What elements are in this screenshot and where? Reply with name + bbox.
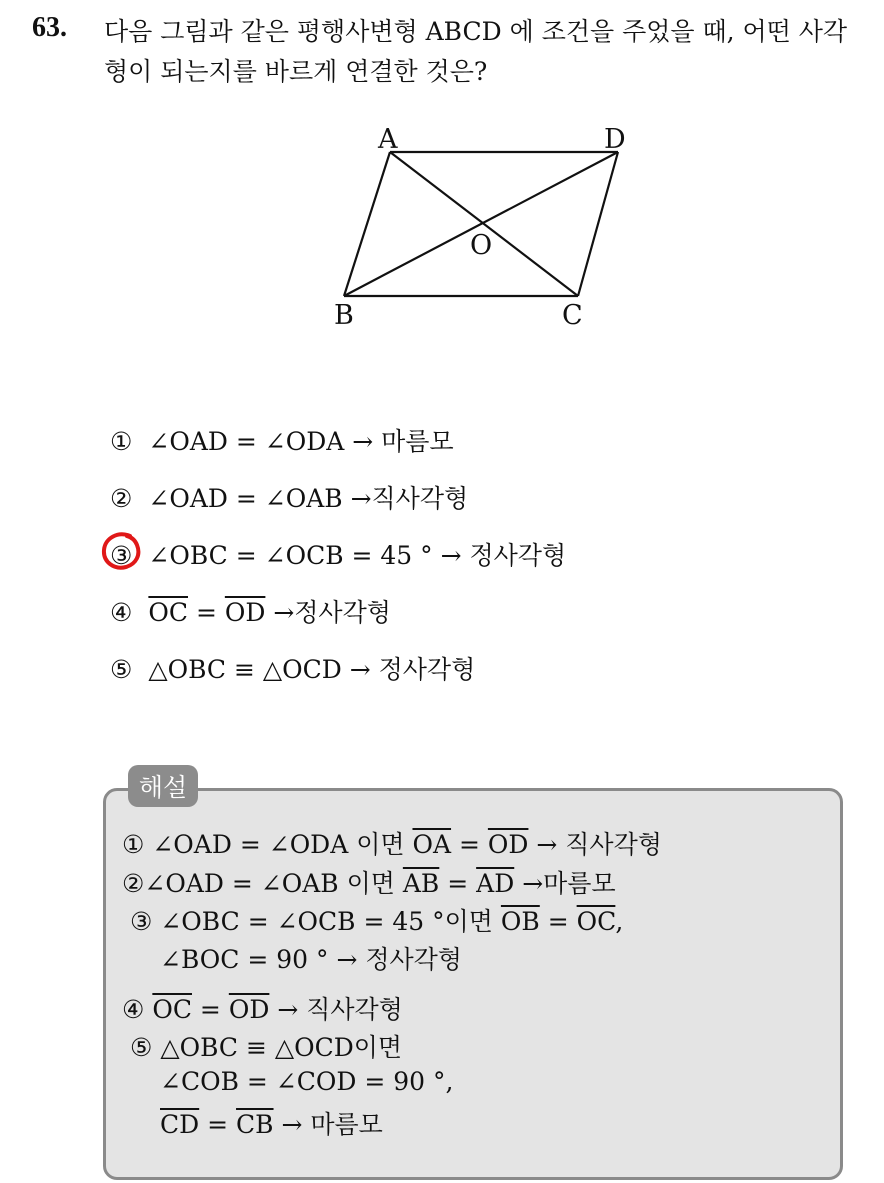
explanation-line-5: ⑤ △OBC ≡ △OCD이면 xyxy=(130,1033,403,1062)
label-d: D xyxy=(604,124,626,155)
explanation-line-2: ②∠OAD = ∠OAB 이면 $\overline{AB} = \overline{AD}$ →마름모 xyxy=(122,869,616,898)
option-text: $\overline{OC} = \overline{OD}$ →정사각형 xyxy=(148,598,391,627)
option-text: ∠OAD = ∠ODA → 마름모 xyxy=(148,427,454,456)
option-5[interactable] xyxy=(110,650,475,686)
option-4[interactable] xyxy=(110,593,391,629)
option-text: ∠OAD = ∠OAB →직사각형 xyxy=(148,484,469,513)
explanation-line-3b: ∠BOC = 90 ° → 정사각형 xyxy=(160,945,462,974)
question-text xyxy=(104,12,864,92)
label-b: B xyxy=(334,300,354,331)
question-line-1: 다음 그림과 같은 평행사변형 ABCD 에 조건을 주었을 때, 어떤 사각 xyxy=(104,17,848,46)
segment-oc: $\overline{OC}$ xyxy=(148,598,188,627)
option-number: ② xyxy=(110,484,133,513)
option-number: ③ xyxy=(110,541,133,570)
option-3[interactable] xyxy=(110,536,566,572)
option-number: ① xyxy=(110,427,133,456)
question-number: 63. xyxy=(32,12,67,43)
explanation-label: 해설 xyxy=(128,765,198,807)
parallelogram-figure xyxy=(320,118,640,338)
side-dc xyxy=(578,152,618,296)
question-line-2: 형이 되는지를 바르게 연결한 것은? xyxy=(104,57,488,86)
option-number: ④ xyxy=(110,598,133,627)
option-text: △OBC ≡ △OCD → 정사각형 xyxy=(148,655,476,684)
label-a: A xyxy=(378,124,398,155)
explanation-line-3: ③ ∠OBC = ∠OCB = 45 °이면 $\overline{OB} = \overline{OC}$, xyxy=(130,907,624,936)
option-1[interactable] xyxy=(110,422,454,458)
option-2[interactable] xyxy=(110,479,468,515)
label-o: O xyxy=(470,230,493,261)
diagonal-ac xyxy=(390,152,578,296)
explanation-line-5c: $\overline{CD} = \overline{CB}$ → 마름모 xyxy=(160,1110,383,1139)
label-c: C xyxy=(562,300,583,331)
explanation-line-5b: ∠COB = ∠COD = 90 °, xyxy=(160,1067,454,1096)
explanation-line-1: ① ∠OAD = ∠ODA 이면 $\overline{OA} = \overline{OD}$ → 직사각형 xyxy=(122,830,662,859)
answer-circle-mark xyxy=(100,530,144,572)
option-text: ∠OBC = ∠OCB = 45 ° → 정사각형 xyxy=(148,541,567,570)
explanation-line-4: ④ $\overline{OC} = \overline{OD}$ → 직사각형 xyxy=(122,995,403,1024)
diagonal-bd xyxy=(344,152,618,296)
segment-od: $\overline{OD}$ xyxy=(224,598,266,627)
option-number: ⑤ xyxy=(110,655,133,684)
